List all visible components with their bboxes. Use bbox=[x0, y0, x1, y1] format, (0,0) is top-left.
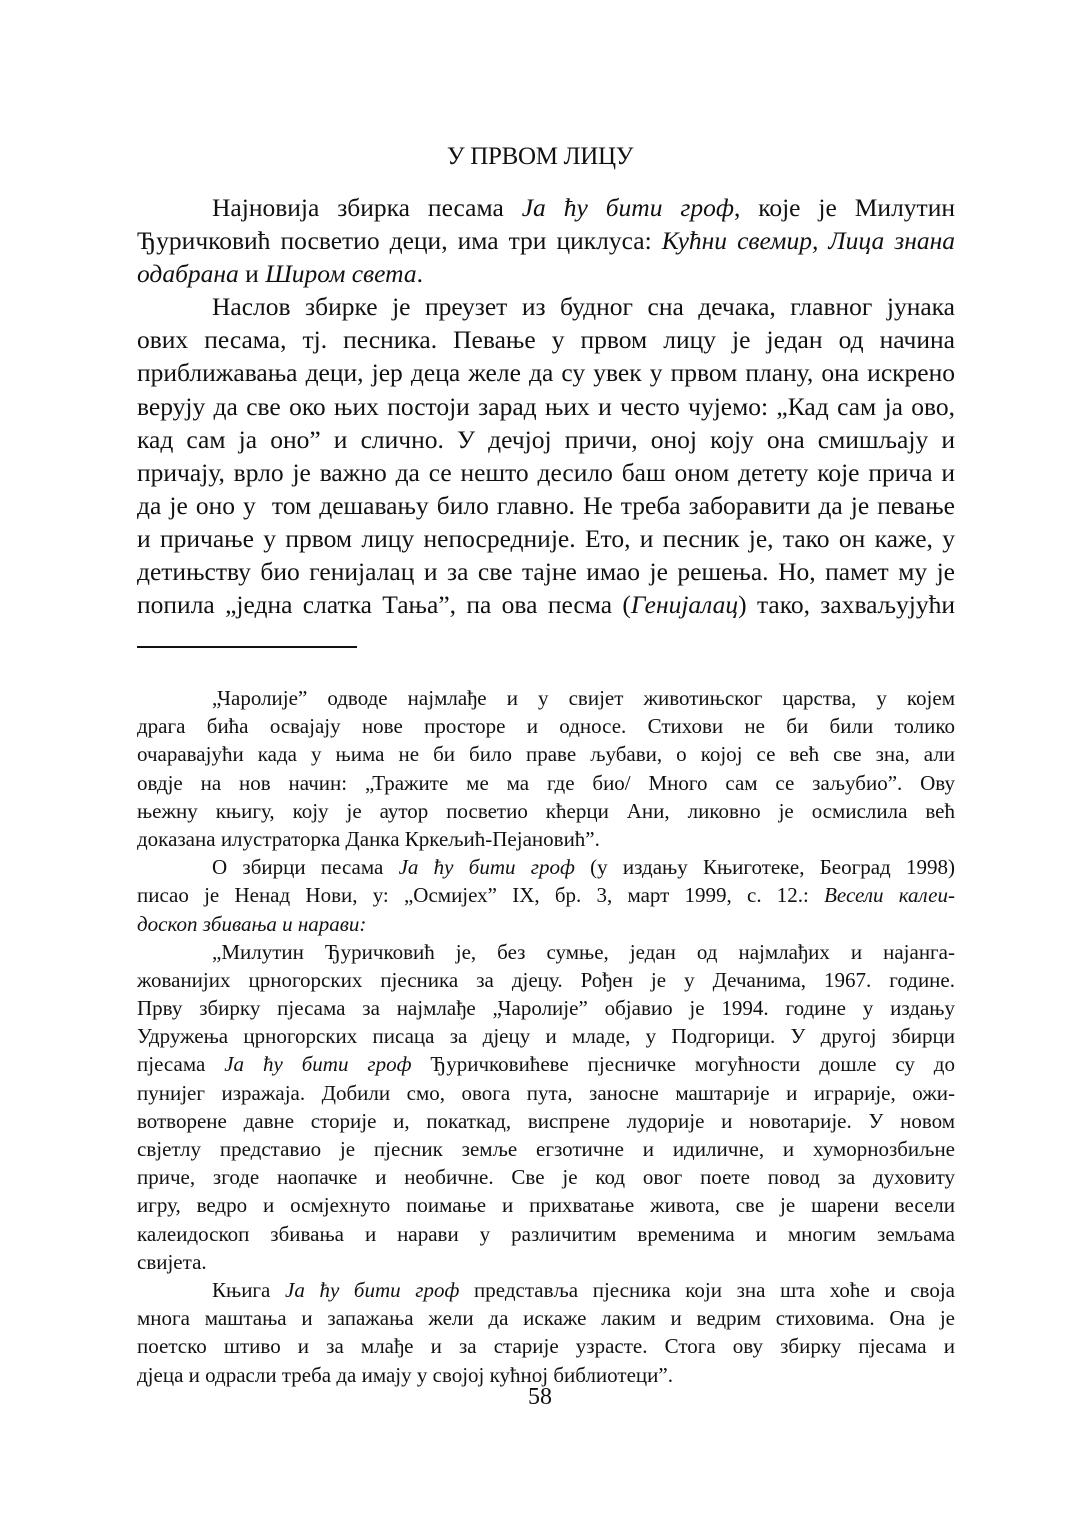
line-content bbox=[137, 224, 955, 257]
text-run: детињству био генијалац и за све тајне имао је решења. Но, памет му је bbox=[137, 557, 955, 587]
line-content bbox=[137, 1191, 955, 1219]
text-run: њежну књигу, коју је аутор посветио кћерци Ани, ликовно је осмислила већ bbox=[137, 798, 955, 823]
text-line bbox=[137, 1107, 955, 1135]
line-content bbox=[137, 1332, 955, 1360]
line-content bbox=[137, 1248, 207, 1276]
italic-text: одабрана bbox=[137, 259, 239, 289]
text-run: многа маштања и запажања жели да искаже лаким и ведрим стиховима. Она је bbox=[137, 1306, 955, 1331]
text-run: Удружења црногорских писаца за дјецу и младе, у Подгорици. У другој збирци bbox=[137, 1024, 955, 1049]
text-run: свијета. bbox=[137, 1249, 207, 1274]
text-line bbox=[137, 684, 955, 712]
text-run: свјетлу представио је пјесник земље егзотичне и идиличне, и хуморнозбиљне bbox=[137, 1137, 955, 1161]
chapter-title: У ПРВОМ ЛИЦУ bbox=[446, 143, 634, 170]
line-content bbox=[137, 910, 366, 938]
text-run: Најновија збирка песама bbox=[212, 193, 522, 222]
line-content bbox=[137, 1304, 955, 1332]
line-content bbox=[137, 769, 955, 797]
text-run: да је оно у том дешавању било главно. Не треба заборавити да је певање bbox=[137, 490, 955, 520]
line-content bbox=[212, 684, 955, 712]
line-content bbox=[137, 966, 955, 994]
text-line bbox=[137, 456, 955, 489]
text-line bbox=[137, 290, 955, 323]
line-content bbox=[137, 1163, 955, 1191]
text-run: „Милутин Ђуричковић је, без сумње, један од најмлађих и најанга- bbox=[212, 939, 955, 964]
line-content bbox=[137, 522, 955, 555]
text-run: драга бића освајају нове просторе и односе. Стихови не би били толико bbox=[137, 714, 955, 739]
line-content bbox=[212, 938, 955, 966]
line-content bbox=[212, 853, 955, 881]
line-content bbox=[137, 994, 955, 1022]
line-content bbox=[137, 555, 955, 588]
text-line bbox=[137, 1135, 955, 1163]
italic-text: Весели калеи- bbox=[824, 883, 955, 908]
line-content bbox=[212, 1276, 955, 1304]
text-run: , које је Милутин bbox=[733, 193, 955, 222]
line-content bbox=[137, 712, 955, 740]
text-run: . bbox=[416, 259, 423, 289]
text-run: игру, ведро и осмјехнуто поимање и прихватање живота, све је шарени весели bbox=[137, 1193, 955, 1218]
page-number: 58 bbox=[528, 1384, 552, 1410]
text-line bbox=[137, 1276, 955, 1304]
text-line bbox=[137, 522, 955, 555]
line-content bbox=[137, 423, 955, 456]
footnote-separator bbox=[137, 646, 357, 648]
text-run: Ђуричковић посветио деци, има три циклуса: bbox=[137, 226, 662, 256]
italic-text: Широм света bbox=[265, 259, 417, 289]
italic-text: Ја ћу бити гроф bbox=[285, 1277, 460, 1302]
text-run: приче, згоде наопачке и необичне. Све је код овог поете повод за духовиту bbox=[137, 1165, 955, 1190]
text-run: вотворене давне сторије и, покаткад, виспрене лудорије и новотарије. У новом bbox=[137, 1108, 955, 1133]
line-content bbox=[137, 1220, 955, 1248]
text-run: „Чаролије” одводе најмлађе и у свијет животињског царства, у којем bbox=[212, 686, 955, 710]
text-run: очаравајући када у њима не би било праве љубави, о којој се већ све зна, али bbox=[137, 742, 955, 767]
text-line bbox=[137, 555, 955, 588]
text-run: приближавања деци, јер деца желе да су увек у првом плану, она искрено bbox=[137, 358, 955, 388]
text-line bbox=[137, 423, 955, 456]
text-run: пјесама bbox=[137, 1052, 225, 1077]
text-run: кад сам ја оно” и слично. У дечјој причи, оној коју она смишљају и bbox=[137, 424, 955, 454]
italic-text: Ја ћу бити гроф bbox=[398, 855, 575, 880]
text-line bbox=[137, 825, 955, 853]
text-run: Ђуричковићеве пјесничке могућности дошле су до bbox=[411, 1052, 955, 1077]
line-content bbox=[137, 740, 955, 768]
text-line bbox=[137, 797, 955, 825]
text-line bbox=[137, 881, 955, 909]
text-line bbox=[137, 1050, 955, 1078]
line-content bbox=[137, 489, 955, 522]
line-content bbox=[212, 191, 955, 224]
line-content bbox=[137, 390, 955, 423]
text-line bbox=[137, 1332, 955, 1360]
text-run: дјеца и одрасли треба да имају у својој кућној библиотеци”. bbox=[137, 1362, 673, 1387]
line-content bbox=[137, 1079, 955, 1107]
text-run: причају, врло је важно да се нешто десило баш оном детету које прича и bbox=[137, 457, 955, 487]
text-line bbox=[137, 740, 955, 768]
text-line bbox=[137, 853, 955, 881]
line-content bbox=[137, 456, 955, 489]
line-content bbox=[137, 1107, 955, 1135]
line-content bbox=[137, 1022, 955, 1050]
text-line bbox=[137, 191, 955, 224]
text-line bbox=[137, 769, 955, 797]
text-run: поетско штиво и за млађе и за старије узрасте. Стога ову збирку пјесама и bbox=[137, 1334, 955, 1359]
text-run: О збирци песама bbox=[212, 855, 399, 880]
text-line bbox=[137, 257, 955, 290]
text-run: Наслов збирке је преузет из будног сна дечака, главног јунака bbox=[212, 292, 955, 322]
text-run: (у издању Књиготеке, Београд 1998) bbox=[574, 855, 955, 880]
text-line bbox=[137, 1304, 955, 1332]
italic-text: Ја ћу бити гроф bbox=[521, 193, 734, 222]
text-line bbox=[137, 1248, 955, 1276]
text-run: Прву збирку пјесама за најмлађе „Чаролије” објавио је 1994. године у издању bbox=[137, 996, 955, 1021]
text-line bbox=[137, 1220, 955, 1248]
line-content bbox=[137, 257, 423, 290]
main-text bbox=[137, 191, 955, 621]
text-run: ) тако, захваљујући bbox=[738, 590, 955, 620]
line-content bbox=[137, 825, 600, 853]
line-content bbox=[212, 290, 955, 323]
italic-text: Ја ћу бити гроф bbox=[224, 1052, 412, 1077]
text-line bbox=[137, 910, 955, 938]
line-content bbox=[137, 588, 955, 621]
text-run: попила „једна слатка Тања”, па ова песма ( bbox=[137, 590, 631, 620]
text-run: жованијих црногорских пјесника за дјецу. Рођен је у Дечанима, 1967. године. bbox=[137, 967, 955, 992]
text-run: ових песама, тј. песника. Певање у првом лицу је један од начина bbox=[137, 325, 955, 355]
line-content bbox=[137, 1135, 955, 1163]
line-content bbox=[137, 797, 955, 825]
text-run: доказана илустраторка Данка Кркељић-Пејановић”. bbox=[137, 826, 600, 851]
text-run: Књига bbox=[212, 1277, 286, 1302]
text-run: калеидоскоп збивања и нарави у различитим временима и многим земљама bbox=[137, 1221, 955, 1246]
text-line bbox=[137, 224, 955, 257]
footnote-text bbox=[137, 684, 955, 1389]
line-content bbox=[137, 323, 955, 356]
text-run: и причање у првом лицу непосредније. Ето, и песник је, тако он каже, у bbox=[137, 523, 955, 553]
text-run: писао је Ненад Нови, у: „Осмијех” IX, бр. 3, март 1999, с. 12.: bbox=[137, 883, 825, 908]
text-line bbox=[137, 712, 955, 740]
text-run: и bbox=[238, 259, 266, 289]
text-line bbox=[137, 938, 955, 966]
text-line bbox=[137, 356, 955, 389]
italic-text: Кућни свемир, Лица знана bbox=[661, 226, 955, 256]
text-line bbox=[137, 994, 955, 1022]
text-run: представља пјесника који зна шта хоће и своја bbox=[459, 1277, 955, 1302]
text-line bbox=[137, 588, 955, 621]
line-content bbox=[137, 881, 955, 909]
text-line bbox=[137, 1022, 955, 1050]
text-line bbox=[137, 390, 955, 423]
text-run: верују да све око њих постоји зарад њих и често чујемо: „Кад сам ја ово, bbox=[137, 391, 955, 421]
text-line bbox=[137, 1163, 955, 1191]
italic-text: доскоп збивања и нарави: bbox=[137, 911, 367, 936]
text-line bbox=[137, 966, 955, 994]
line-content bbox=[137, 356, 955, 389]
text-run: овдје на нов начин: „Тражите ме ма где био/ Много сам се заљубио”. Ову bbox=[137, 770, 955, 795]
text-line bbox=[137, 489, 955, 522]
text-run: пунијег изражаја. Добили смо, овога пута, заносне маштарије и играрије, ожи- bbox=[137, 1080, 955, 1105]
text-line bbox=[137, 1079, 955, 1107]
italic-text: Генијалац bbox=[630, 590, 739, 620]
text-line bbox=[137, 323, 955, 356]
line-content bbox=[137, 1050, 955, 1078]
text-line bbox=[137, 1191, 955, 1219]
